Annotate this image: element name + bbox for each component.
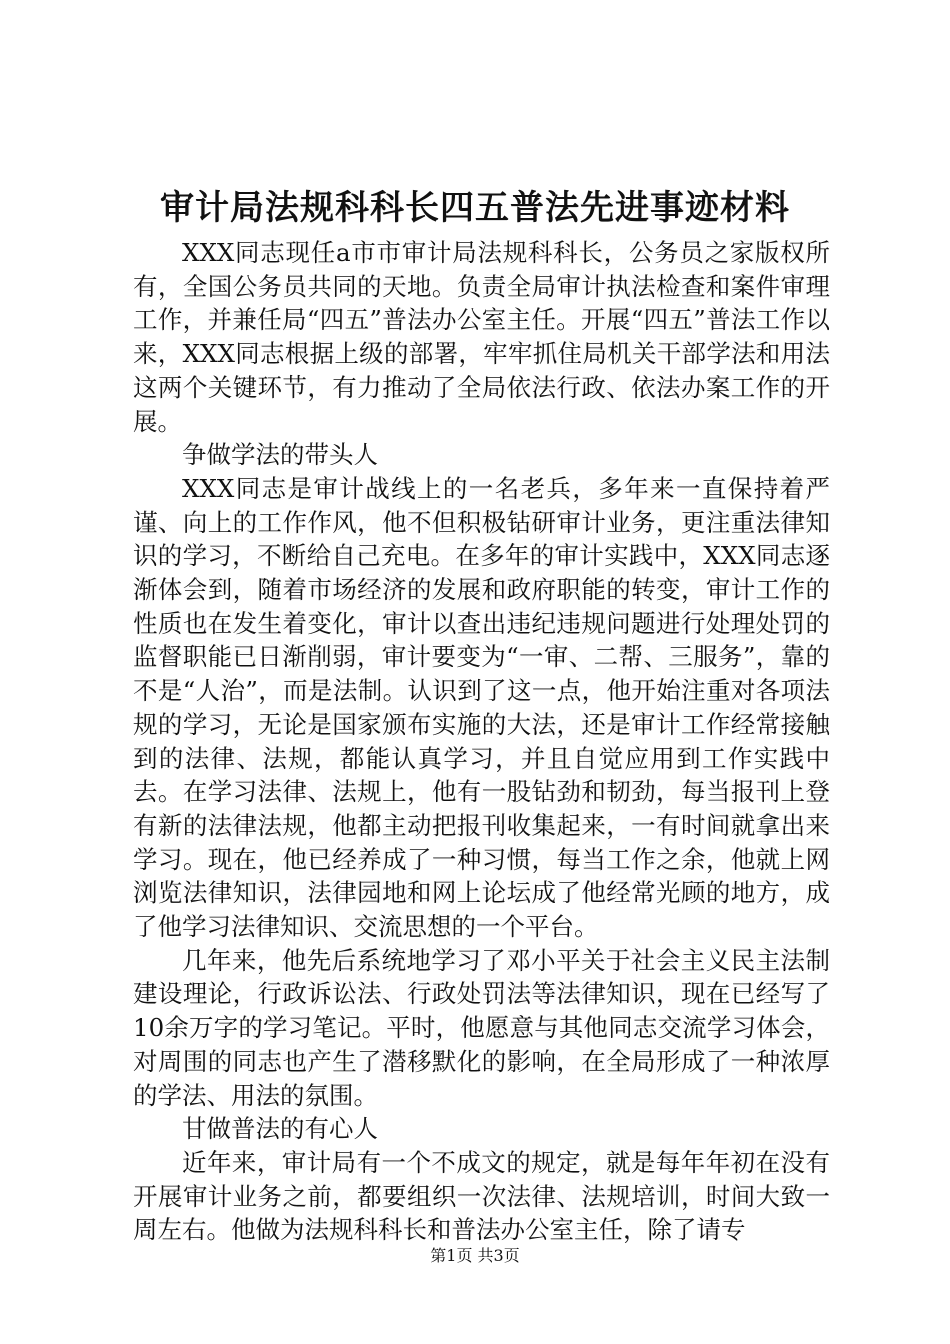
paragraph-training: 近年来，审计局有一个不成文的规定，就是每年年初在没有开展审计业务之前，都要组织一次法律、法规培训，时间大致一周左右。他做为法规科科长和普法办公室主任，除了请专 — [133, 1147, 830, 1245]
document-body — [133, 236, 830, 1247]
paragraph-intro: XXX同志现任a市市审计局法规科科长，公务员之家版权所有，全国公务员共同的天地。负责全局审计执法检查和案件审理工作，并兼任局“四五”普法办公室主任。开展“四五”普法工作以来，XXX同志根据上级的部署，牢牢抓住局机关干部学法和用法这两个关键环节，有力推动了全局依法行政、依法办案工作的开展。 — [133, 238, 830, 436]
page-number: 第1页 共3页 — [430, 1246, 520, 1265]
section-heading-study-law: 争做学法的带头人 — [182, 440, 378, 470]
paragraph-study-law: XXX同志是审计战线上的一名老兵，多年来一直保持着严谨、向上的工作作风，他不但积极钻研审计业务，更注重法律知识的学习，不断给自己充电。在多年的审计实践中，XXX同志逐渐体会到，随着市场经济的发展和政府职能的转变，审计工作的性质也在发生着变化，审计以查出违纪违规问题进行处理处罚的监督职能已日渐削弱，审计要变为“一审、二帮、三服务”，靠的不是“人治”，而是法制。认识到了这一点，他开始注重对各项法规的学习，无论是国家颁布实施的大法，还是审计工作经常接触到的法律、法规，都能认真学习，并且自觉应用到工作实践中去。在学习法律、法规上，他有一股钻劲和韧劲，每当报刊上登有新的法律法规，他都主动把报刊收集起来，一有时间就拿出来学习。现在，他已经养成了一种习惯，每当工作之余，他就上网浏览法律知识，法律园地和网上论坛成了他经常光顾的地方，成了他学习法律知识、交流思想的一个平台。 — [133, 473, 830, 942]
paragraph-study-notes: 几年来，他先后系统地学习了邓小平关于社会主义民主法制建设理论，行政诉讼法、行政处罚法等法律知识，现在已经写了10余万字的学习笔记。平时，他愿意与其他同志交流学习体会，对周围的同志也产生了潜移默化的影响，在全局形成了一种浓厚的学法、用法的氛围。 — [133, 945, 830, 1110]
document-title: 审计局法规科科长四五普法先进事迹材料 — [160, 188, 790, 228]
section-heading-popularize-law: 甘做普法的有心人 — [182, 1114, 378, 1144]
